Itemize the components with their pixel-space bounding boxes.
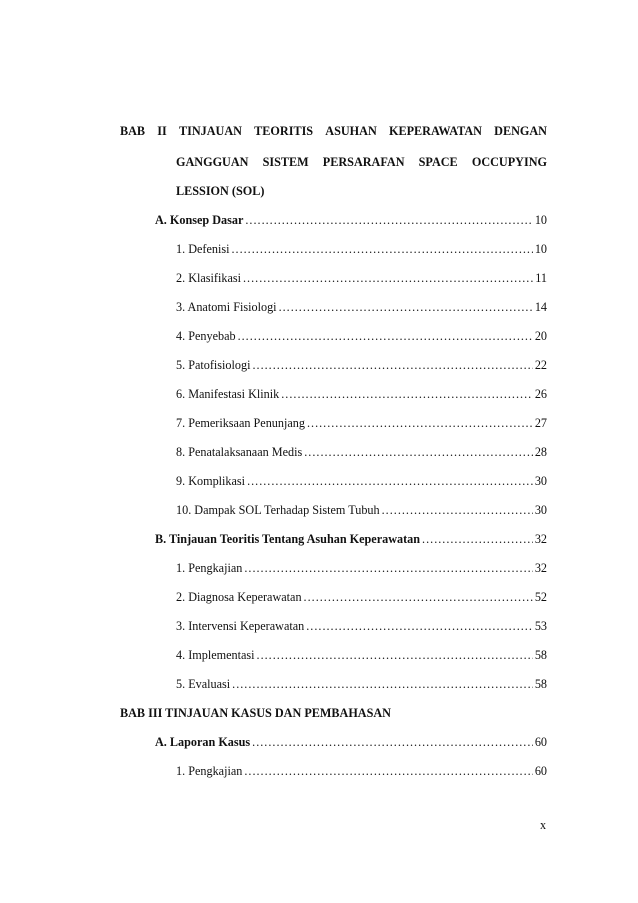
dot-leader bbox=[307, 415, 533, 431]
toc-entry-label: B. Tinjauan Teoritis Tentang Asuhan Keperawatan bbox=[155, 532, 421, 546]
toc-entry-label: 6. Manifestasi Klinik bbox=[176, 387, 280, 401]
toc-entry-label: 10. Dampak SOL Terhadap Sistem Tubuh bbox=[176, 503, 380, 517]
toc-entry-komplikasi[interactable] bbox=[176, 473, 547, 489]
toc-entry-label: A. Konsep Dasar bbox=[155, 213, 244, 227]
toc-page-number: 20 bbox=[534, 329, 547, 343]
toc-page-number: 60 bbox=[534, 764, 547, 778]
toc-entry-label: 1. Defenisi bbox=[176, 242, 230, 256]
toc-entry-label: 1. Pengkajian bbox=[176, 561, 243, 575]
dot-leader bbox=[244, 763, 532, 779]
dot-leader bbox=[244, 560, 532, 576]
toc-page-number: 30 bbox=[534, 474, 547, 488]
toc-entry-label: A. Laporan Kasus bbox=[155, 735, 251, 749]
toc-entry-dampak-sol[interactable] bbox=[176, 502, 547, 518]
dot-leader bbox=[247, 473, 533, 489]
page-number: x bbox=[540, 818, 547, 832]
toc-page-number: 28 bbox=[534, 445, 547, 459]
toc-entry-bab2-b[interactable] bbox=[155, 531, 547, 547]
toc-entry-label: 4. Penyebab bbox=[176, 329, 236, 343]
toc-page-number: 10 bbox=[534, 213, 547, 227]
toc-entry-defenisi[interactable] bbox=[176, 241, 547, 257]
toc-page-number: 58 bbox=[534, 648, 547, 662]
toc-entry-label: 1. Pengkajian bbox=[176, 764, 243, 778]
toc-page-number: 32 bbox=[534, 532, 547, 546]
toc-page-number: 58 bbox=[534, 677, 547, 691]
toc-entry-label: 5. Evaluasi bbox=[176, 677, 231, 691]
dot-leader bbox=[245, 212, 532, 228]
dot-leader bbox=[304, 444, 533, 460]
toc-entry-label: 3. Intervensi Keperawatan bbox=[176, 619, 305, 633]
bab3-heading: BAB III TINJAUAN KASUS DAN PEMBAHASAN bbox=[120, 706, 391, 720]
toc-entry-bab3-pengkajian[interactable] bbox=[176, 763, 547, 779]
dot-leader bbox=[382, 502, 533, 518]
toc-page-number: 26 bbox=[534, 387, 547, 401]
toc-page-number: 60 bbox=[534, 735, 547, 749]
dot-leader bbox=[257, 647, 533, 663]
toc-entry-label: 2. Klasifikasi bbox=[176, 271, 241, 285]
dot-leader bbox=[232, 676, 533, 692]
toc-page-number: 14 bbox=[534, 300, 547, 314]
toc-page-number: 22 bbox=[534, 358, 547, 372]
toc-entry-pengkajian[interactable] bbox=[176, 560, 547, 576]
toc-entry-label: 4. Implementasi bbox=[176, 648, 255, 662]
toc-page-number: 53 bbox=[534, 619, 547, 633]
toc-entry-label: 2. Diagnosa Keperawatan bbox=[176, 590, 302, 604]
dot-leader bbox=[252, 357, 532, 373]
toc-entry-penatalaksanaan-medis[interactable] bbox=[176, 444, 547, 460]
dot-leader bbox=[281, 386, 533, 402]
toc-entry-evaluasi[interactable] bbox=[176, 676, 547, 692]
toc-entry-label: 9. Komplikasi bbox=[176, 474, 246, 488]
toc-page-number: 27 bbox=[534, 416, 547, 430]
toc-entry-pemeriksaan-penunjang[interactable] bbox=[176, 415, 547, 431]
toc-entry-intervensi-keperawatan[interactable] bbox=[176, 618, 547, 634]
toc-entry-anatomi-fisiologi[interactable] bbox=[176, 299, 547, 315]
toc-entry-manifestasi-klinik[interactable] bbox=[176, 386, 547, 402]
bab2-heading-line3: LESSION (SOL) bbox=[176, 184, 265, 198]
dot-leader bbox=[279, 299, 533, 315]
toc-entry-label: 7. Pemeriksaan Penunjang bbox=[176, 416, 305, 430]
toc-page-number: 11 bbox=[535, 271, 547, 285]
toc-entry-patofisiologi[interactable] bbox=[176, 357, 547, 373]
dot-leader bbox=[422, 531, 533, 547]
dot-leader bbox=[243, 270, 533, 286]
toc-entry-label: 5. Patofisiologi bbox=[176, 358, 251, 372]
dot-leader bbox=[231, 241, 532, 257]
dot-leader bbox=[238, 328, 533, 344]
toc-page-number: 52 bbox=[534, 590, 547, 604]
dot-leader bbox=[252, 734, 533, 750]
bab2-heading-line2: GANGGUAN SISTEM PERSARAFAN SPACE OCCUPYING bbox=[176, 155, 547, 169]
toc-entry-bab2-a[interactable] bbox=[155, 212, 547, 228]
toc-entry-bab3-a[interactable] bbox=[155, 734, 547, 750]
toc-page-number: 10 bbox=[534, 242, 547, 256]
toc-entry-penyebab[interactable] bbox=[176, 328, 547, 344]
dot-leader bbox=[306, 618, 533, 634]
toc-entry-label: 3. Anatomi Fisiologi bbox=[176, 300, 277, 314]
toc-entry-klasifikasi[interactable] bbox=[176, 270, 547, 286]
bab2-heading-line1: BAB II TINJAUAN TEORITIS ASUHAN KEPERAWATAN DENGAN bbox=[120, 124, 547, 138]
dot-leader bbox=[304, 589, 533, 605]
toc-page-number: 32 bbox=[534, 561, 547, 575]
toc-entry-implementasi[interactable] bbox=[176, 647, 547, 663]
toc-entry-label: 8. Penatalaksanaan Medis bbox=[176, 445, 303, 459]
toc-page-number: 30 bbox=[534, 503, 547, 517]
toc-entry-diagnosa-keperawatan[interactable] bbox=[176, 589, 547, 605]
